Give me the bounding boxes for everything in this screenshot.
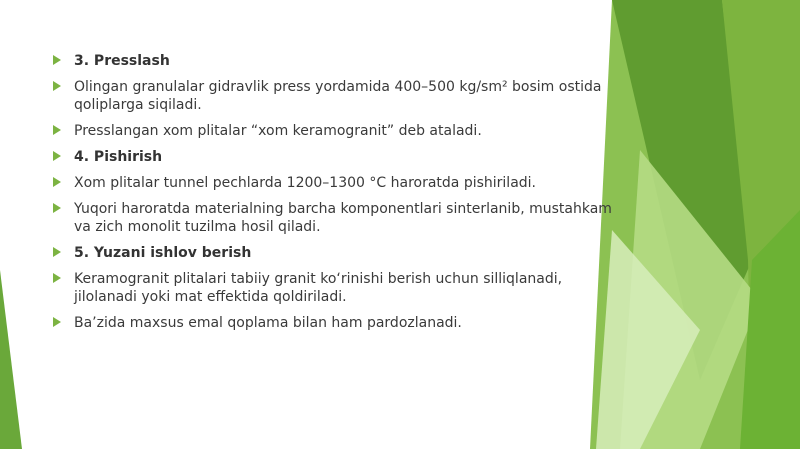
list-item: [52, 200, 612, 236]
list-item: [52, 174, 612, 192]
list-item-text: Xom plitalar tunnel pechlarda 1200–1300 °C haroratda pishiriladi.: [74, 175, 536, 191]
bullet-arrow-icon: [53, 55, 61, 65]
left-edge-facet: [0, 270, 22, 449]
list-item-text: Keramogranit plitalari tabiiy granit ko‘rinishi berish uchun silliqlanadi, jilolanadi yoki mat effektida qoldiriladi.: [74, 271, 563, 305]
bullet-arrow-icon: [53, 177, 61, 187]
bullet-arrow-icon: [53, 203, 61, 213]
bullet-arrow-icon: [53, 151, 61, 161]
bullet-arrow-icon: [53, 247, 61, 257]
list-item-text: 5. Yuzani ishlov berish: [74, 245, 252, 261]
bullet-arrow-icon: [53, 81, 61, 91]
list-item-text: Presslangan xom plitalar “xom keramogranit” deb ataladi.: [74, 123, 482, 139]
list-item: [52, 244, 612, 262]
list-item: [52, 78, 612, 114]
list-item-text: Olingan granulalar gidravlik press yordamida 400–500 kg/sm² bosim ostida qoliplarga siqiladi.: [74, 79, 602, 113]
list-item-text: Ba’zida maxsus emal qoplama bilan ham pardozlanadi.: [74, 315, 462, 331]
bullet-list: [52, 52, 612, 340]
bullet-arrow-icon: [53, 125, 61, 135]
list-item: [52, 52, 612, 70]
list-item: [52, 122, 612, 140]
list-item-text: 4. Pishirish: [74, 149, 163, 165]
list-item-text: 3. Presslash: [74, 53, 170, 69]
list-item-text: Yuqori haroratda materialning barcha komponentlari sinterlanib, mustahkam va zich monolit tuzilma hosil qiladi.: [74, 201, 612, 235]
bullet-arrow-icon: [53, 273, 61, 283]
bullet-arrow-icon: [53, 317, 61, 327]
list-item: [52, 270, 612, 306]
list-item: [52, 314, 612, 332]
list-item: [52, 148, 612, 166]
